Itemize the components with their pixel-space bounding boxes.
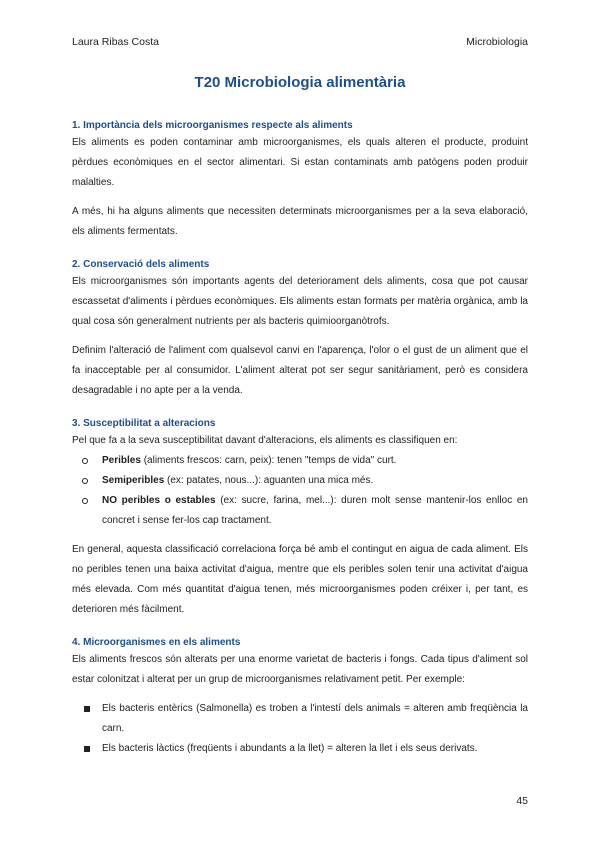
list-item	[72, 471, 528, 491]
square-bullet-icon	[84, 706, 90, 712]
list-item-text: (ex: sucre, farina, mel...): duren molt sense mantenir-los enlloc en concret i sense fer-los cap tractament.	[102, 495, 528, 526]
header-author: Laura Ribas Costa	[72, 36, 159, 48]
paragraph: Els microorganismes són importants agents del deteriorament dels aliments, cosa que pot causar escassetat d'aliments i pèrdues econòmiques. Els aliments estan formats per matèria orgànica, amb la qual cosa són generalment nutrients per als bacteris quimioorganòtrofs.	[72, 276, 528, 327]
circle-bullet-icon	[82, 498, 88, 504]
page-title: T20 Microbiologia alimentària	[194, 74, 406, 91]
section-heading-3: 3. Susceptibilitat a alteracions	[72, 418, 216, 429]
list-item	[72, 699, 528, 739]
page-number: 45	[516, 795, 528, 807]
list-item	[72, 491, 528, 531]
list-item-term: NO peribles o estables	[102, 495, 216, 506]
circle-bullet-icon	[82, 458, 88, 464]
paragraph: Definim l'alteració de l'aliment com qualsevol canvi en l'aparença, l'olor o el gust de un aliment que el fa inacceptable per al consumidor. L'aliment alterat pot ser segur sanitàriament, però es considera desagradable i no apte per a la venda.	[72, 345, 528, 396]
section-heading-1: 1. Importància dels microorganismes respecte als aliments	[72, 120, 353, 131]
susceptibility-list	[72, 451, 528, 531]
paragraph: Pel que fa a la seva susceptibilitat davant d'alteracions, els aliments es classifiquen en:	[72, 435, 458, 446]
list-item-text: (ex: patates, nous...): aguanten una mica més.	[164, 475, 374, 486]
section-heading-2: 2. Conservació dels aliments	[72, 259, 210, 270]
paragraph: A més, hi ha alguns aliments que necessiten determinats microorganismes per a la seva elaboració, els aliments fermentats.	[72, 206, 528, 237]
paragraph: Els aliments es poden contaminar amb microorganismes, els quals alteren el producte, produint pèrdues econòmiques en el sector alimentari. Si estan contaminats amb patògens poden produir malalties.	[72, 137, 528, 188]
list-item-text: (aliments frescos: carn, peix): tenen "temps de vida" curt.	[140, 455, 397, 466]
paragraph: En general, aquesta classificació correlaciona força bé amb el contingut en aigua de cada aliment. Els no peribles tenen una baixa activitat d'aigua, mentre que els peribles solen tenir una activitat d'aigua més elevada. Com més quantitat d'aigua tenen, més microorganismes poden créixer i, per tant, es deterioren més fàcilment.	[72, 544, 528, 615]
document-body	[72, 118, 528, 759]
circle-bullet-icon	[82, 478, 88, 484]
list-item	[72, 739, 528, 759]
header-subject: Microbiologia	[466, 36, 528, 48]
list-item-text: Els bacteris entèrics (Salmonella) es troben a l'intestí dels animals = alteren amb freqüència la carn.	[102, 703, 528, 734]
microorganisms-list	[72, 699, 528, 759]
list-item	[72, 451, 528, 471]
list-item-text: Els bacteris làctics (freqüents i abundants a la llet) = alteren la llet i els seus derivats.	[102, 743, 478, 754]
page-header	[72, 36, 528, 48]
square-bullet-icon	[84, 746, 90, 752]
list-item-term: Semiperibles	[102, 475, 165, 486]
paragraph: Els aliments frescos són alterats per una enorme varietat de bacteris i fongs. Cada tipus d'aliment sol estar colonitzat i alterat per un grup de microorganismes relativament petit. Per exemple:	[72, 654, 528, 685]
list-item-term: Peribles	[102, 455, 141, 466]
section-heading-4: 4. Microorganismes en els aliments	[72, 637, 241, 648]
